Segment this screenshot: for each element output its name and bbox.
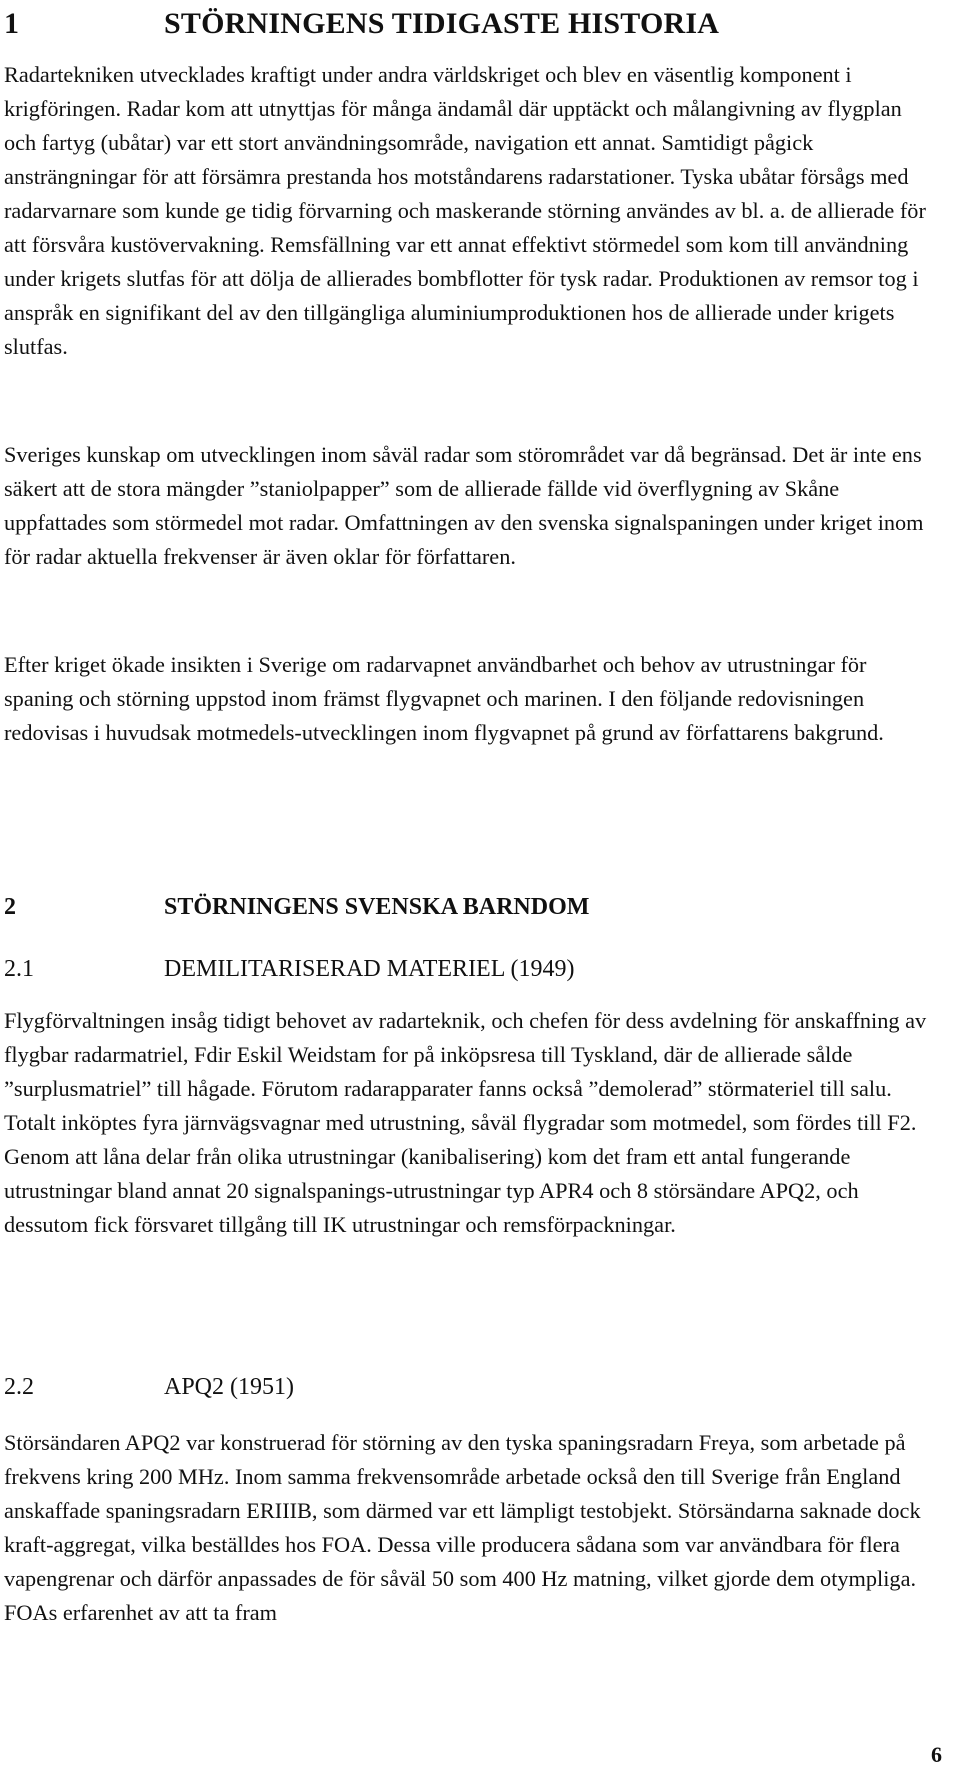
- section-title: STÖRNINGENS SVENSKA BARNDOM: [164, 894, 590, 920]
- paragraph: Radartekniken utvecklades kraftigt under andra världskriget och blev en väsentlig komponent i krigföringen. Radar kom att utnyttjas för många ändamål där upptäckt och målangivning av flygplan och fartyg (ubåtar) var ett stort användningsområde, navigation ett annat. Samtidigt pågick ansträngningar för att försämra prestanda hos motståndarens radarstationer. Tyska ubåtar försågs med radarvarnare som kunde ge tidig förvarning och maskerande störning användes av bl. a. de allierade för att försvåra kustövervakning. Remsfällning var ett annat effektivt störmedel som kom till användning under krigets slutfas för att dölja de allierades bombflotter för tysk radar. Produktionen av remsor tog i anspråk en signifikant del av den tillgängliga aluminiumproduktionen hos de allierade under krigets slutfas.: [4, 62, 926, 359]
- section-1-heading: [4, 4, 944, 44]
- subsection-number: 2.2: [4, 1374, 34, 1400]
- subsection-2-2-heading: [4, 1370, 944, 1404]
- subsection-title: APQ2 (1951): [164, 1374, 294, 1400]
- paragraph: Flygförvaltningen insåg tidigt behovet av radarteknik, och chefen för dess avdelning för anskaffning av flygbar radarmatriel, Fdir Eskil Weidstam for på inköpsresa till Tyskland, där de allierade sålde ”surplusmatriel” till hågade. Förutom radarapparater fanns också ”demolerad” störmateriel till salu. Totalt inköptes fyra järnvägsvagnar med utrustning, såväl flygradar som motmedel, som fördes till F2. Genom att låna delar från olika utrustningar (kanibalisering) kom det fram ett antal fungerande utrustningar bland annat 20 signalspanings-utrustningar typ APR4 och 8 störsändare APQ2, och dessutom fick försvaret tillgång till IK utrustningar och remsförpackningar.: [4, 1008, 927, 1237]
- page-number: 6: [931, 1742, 942, 1767]
- subsection-2-1-heading: [4, 952, 944, 986]
- section-number: 2: [4, 894, 16, 920]
- paragraph: Störsändaren APQ2 var konstruerad för störning av den tyska spaningsradarn Freya, som arbetade på frekvens kring 200 MHz. Inom samma frekvensområde arbetade också den till Sverige från England anskaffade spaningsradarn ERIIIB, som därmed var ett lämpligt testobjekt. Störsändarna saknade dock kraft-aggregat, vilka beställdes hos FOA. Dessa ville producera sådana som var användbara för flera vapengrenar och därför anpassades de för såväl 50 som 400 Hz matning, vilket gjorde dem otympliga. FOAs erfarenhet av att ta fram: [4, 1430, 921, 1625]
- paragraph: Sveriges kunskap om utvecklingen inom såväl radar som störområdet var då begränsad. Det är inte ens säkert att de stora mängder ”staniolpapper” som de allierade fällde vid överflygning av Skåne uppfattades som störmedel mot radar. Omfattningen av den svenska signalspaningen under kriget inom för radar aktuella frekvenser är även oklar för författaren.: [4, 442, 924, 569]
- paragraph: Efter kriget ökade insikten i Sverige om radarvapnet användbarhet och behov av utrustningar för spaning och störning uppstod inom främst flygvapnet och marinen. I den följande redovisningen redovisas i huvudsak motmedels-utvecklingen inom flygvapnet på grund av författarens bakgrund.: [4, 652, 884, 745]
- subsection-number: 2.1: [4, 956, 34, 982]
- section-title: STÖRNINGENS TIDIGASTE HISTORIA: [164, 7, 720, 40]
- subsection-title: DEMILITARISERAD MATERIEL (1949): [164, 956, 575, 982]
- section-2-heading: [4, 890, 944, 924]
- section-number: 1: [4, 7, 20, 40]
